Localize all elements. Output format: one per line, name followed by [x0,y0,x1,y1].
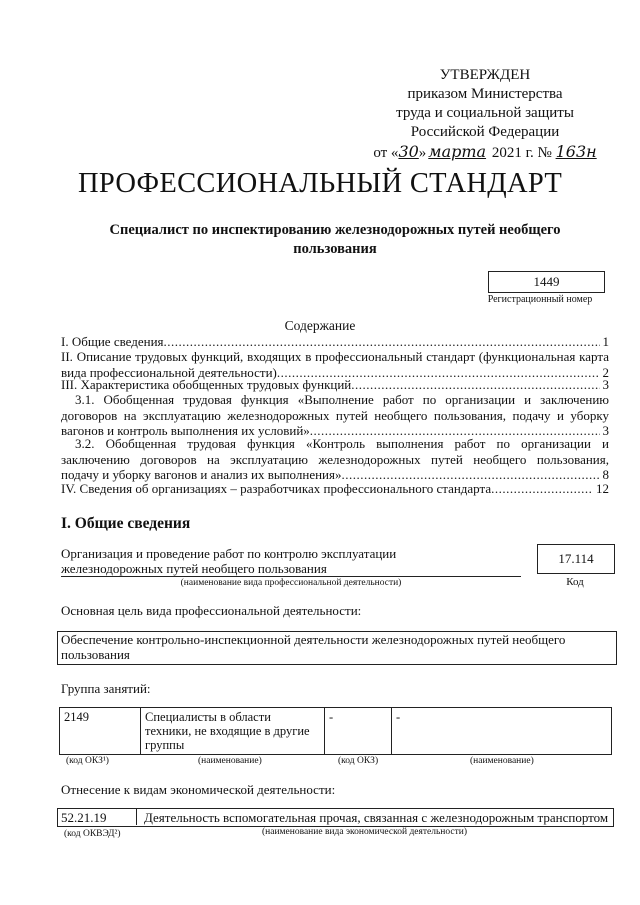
toc-item-3-2[interactable] [61,436,609,483]
toc-item-2-line1: II. Описание трудовых функций, входящих в профессиональный стандарт (функциональная карта [61,349,609,364]
toc-item-2-page: 2 [602,364,609,380]
toc-item-3-2-line3: подачу и уборку вагонов и анализ их выполнения» [61,467,342,482]
okved-name: Деятельность вспомогательная прочая, связанная с железнодорожным транспортом [144,810,609,825]
okved-name-caption: (наименование вида экономической деятельности) [262,827,467,837]
approval-line4: Российской Федерации [410,124,560,140]
activity-name [61,546,521,577]
toc-item-4-page: 12 [596,481,609,496]
toc-item-1[interactable] [61,334,609,350]
occupation-group-table [59,707,612,755]
toc-heading: Содержание [284,318,356,333]
okz-code-1-caption: (код ОКЗ¹) [66,756,109,766]
order-number: 163н [555,142,597,161]
okz-code-1: 2149 [60,708,141,755]
date-prefix: от « [373,145,399,161]
approval-line1: УТВЕРЖДЕН [439,67,531,83]
approval-line2: приказом Министерства [407,86,563,102]
activity-name-line1: Организация и проведение работ по контролю эксплуатации [61,546,397,561]
approval-date-line [365,142,605,163]
okved-code: 52.21.19 [61,809,137,825]
date-mid: » [418,145,427,161]
toc-item-3-2-line1: 3.2. Обобщенная трудовая функция «Контроль выполнения работ по организации и [75,436,609,451]
approval-line3: труда и социальной защиты [396,105,574,121]
group-label: Группа занятий: [61,681,151,696]
code-caption: Код [566,576,584,588]
toc-item-3-text: III. Характеристика обобщенных трудовых функций [61,377,352,392]
registration-label: Регистрационный номер [487,294,593,305]
toc-item-3-2-page: 8 [602,467,609,482]
approval-block [365,66,605,163]
toc-item-1-page: 1 [602,334,609,349]
activity-code-box: 17.114 [537,544,615,574]
registration-number-box: 1449 [488,271,605,293]
toc-item-3-2-line2: заключению договоров на эксплуатацию железнодорожных путей необщего пользования, [61,451,609,467]
toc-item-2[interactable] [61,349,609,380]
toc-item-3-1-line1: 3.1. Обобщенная трудовая функция «Выполнение работ по организации и заключению [75,392,609,407]
date-month: марта [428,142,487,161]
toc-item-3-1-line2: договоров на эксплуатацию железнодорожных путей необщего пользования, подачу и уборку [61,407,609,423]
goal-box: Обеспечение контрольно-инспекционной деятельности железнодорожных путей необщего пользования [57,631,617,665]
section-1-heading: I. Общие сведения [61,515,191,532]
econ-label: Отнесение к видам экономической деятельности: [61,782,336,797]
toc-item-1-text: I. Общие сведения [61,334,164,349]
toc-item-4[interactable] [61,481,609,497]
toc-item-4-text: IV. Сведения об организациях – разработчиках профессионального стандарта [61,481,492,496]
toc-item-3-1-line3: вагонов и контроль выполнения их условий» [61,423,310,438]
okz-name-1: Специалисты в области техники, не входящие в другие группы [141,708,325,755]
okz-code-2-caption: (код ОКЗ) [338,756,379,766]
okved-code-caption: (код ОКВЭД²) [64,829,121,839]
toc-item-3-1-page: 3 [602,423,609,438]
okz-code-2: - [325,708,392,755]
okz-name-1-caption: (наименование) [198,756,262,766]
toc-item-3-page: 3 [602,377,609,392]
toc-item-3[interactable] [61,377,609,393]
page-title: ПРОФЕССИОНАЛЬНЫЙ СТАНДАРТ [77,168,563,199]
table-row [60,708,612,755]
date-day: 30 [398,142,419,161]
standard-subtitle: Специалист по инспектированию железнодорожных путей необщего пользования [109,222,561,257]
toc-item-3-1[interactable] [61,392,609,439]
econ-activity-row [57,808,614,827]
activity-caption: (наименование вида профессиональной деятельности) [180,578,402,588]
goal-label: Основная цель вида профессиональной деятельности: [61,603,362,618]
activity-name-line2: железнодорожных путей необщего пользования [61,561,521,577]
okz-name-2: - [392,708,612,755]
toc-item-2-line2: вида профессиональной деятельности) [61,364,277,380]
okz-name-2-caption: (наименование) [470,756,534,766]
date-year: 2021 г. № [491,145,552,161]
